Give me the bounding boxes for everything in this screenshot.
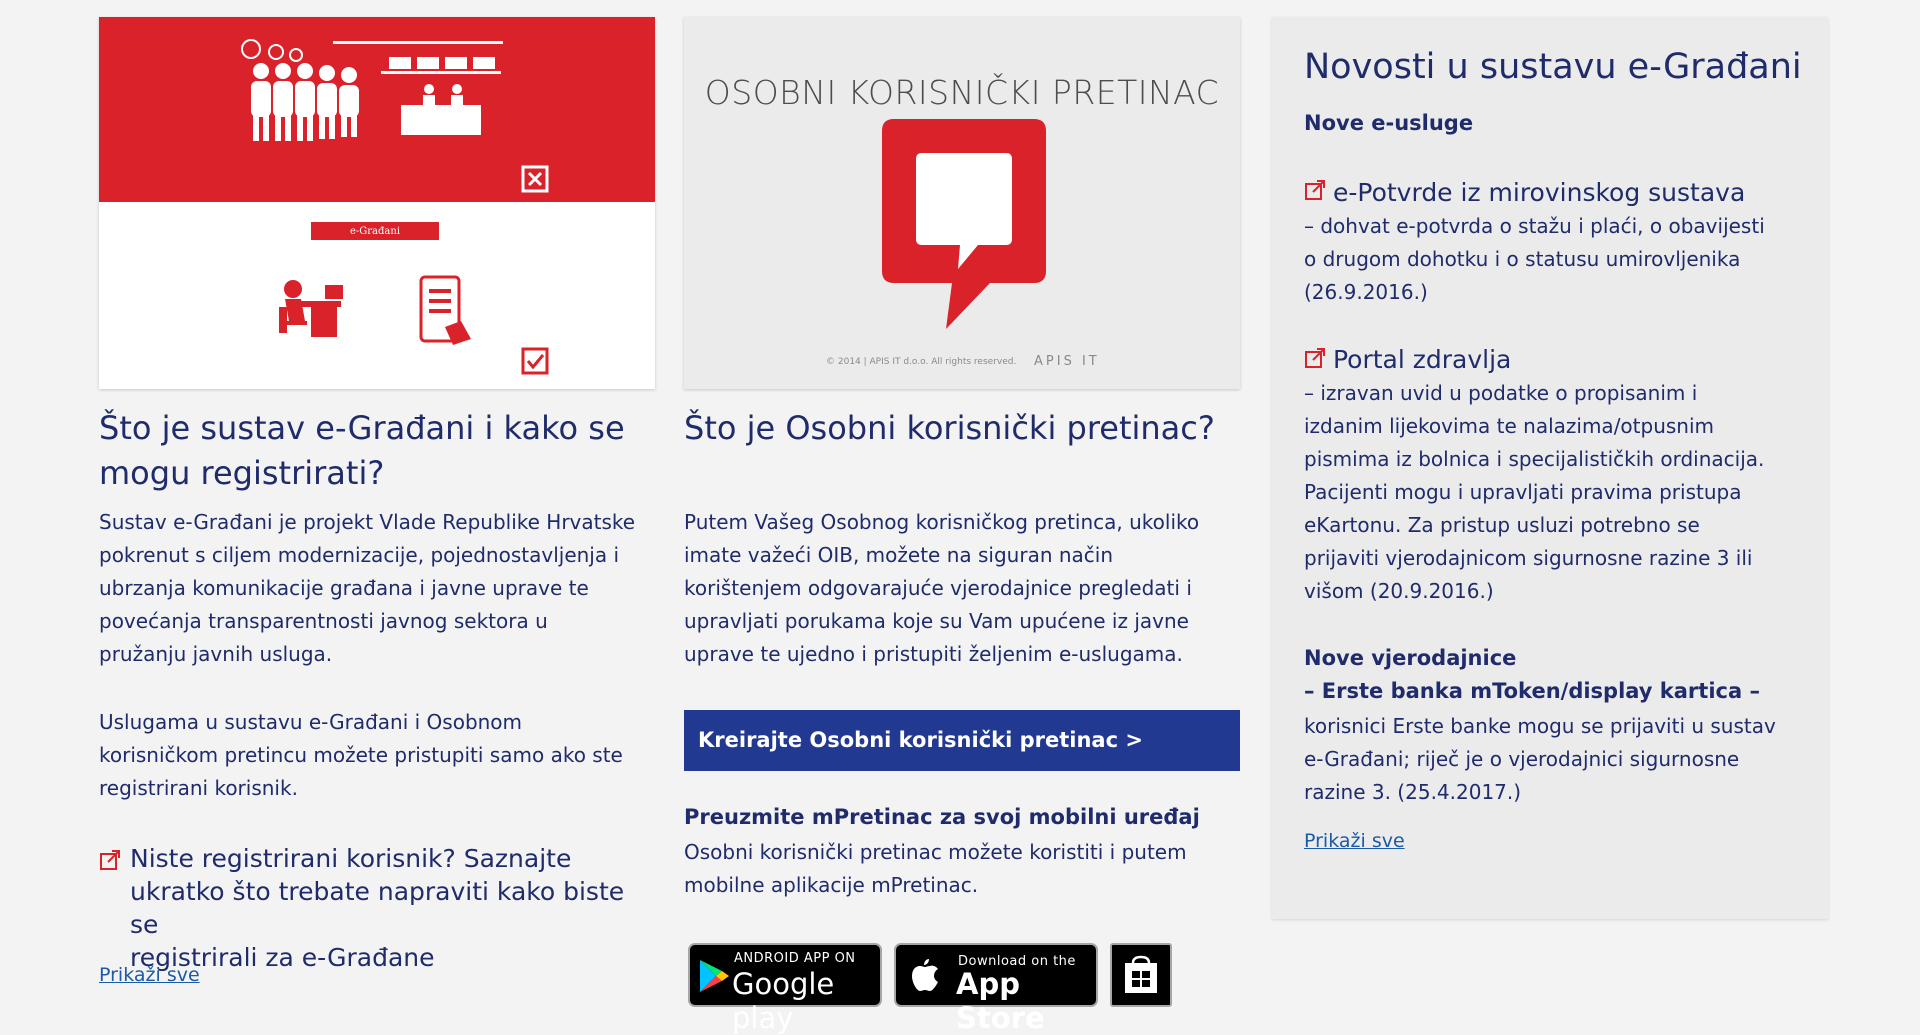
registration-access-note [99, 706, 623, 805]
para-line: pokrenut s ciljem modernizacije, pojednostavljenja i [99, 543, 620, 567]
copyright-text: © 2014 | APIS IT d.o.o. All rights reserved. [826, 357, 1017, 367]
news-panel [1272, 17, 1828, 919]
google-badge-small: ANDROID APP ON [734, 951, 856, 966]
link-line[interactable]: ukratko što trebate napraviti kako biste se [130, 877, 625, 939]
windows-store-badge[interactable] [1110, 943, 1172, 1007]
para-line: (26.9.2016.) [1304, 280, 1428, 304]
para-line: registrirani korisnik. [99, 776, 298, 800]
link-line[interactable]: Niste registrirani korisnik? Saznajte [130, 844, 572, 873]
para-line: – izravan uvid u podatke o propisanim i [1304, 381, 1698, 405]
apple-badge-big: App Store [956, 967, 1045, 1035]
para-line: – dohvat e-potvrda o stažu i plaći, o obavijesti [1304, 214, 1765, 238]
para-line: pismima iz bolnica i specijalističkih ordinacija. [1304, 447, 1765, 471]
external-link-icon [1304, 179, 1326, 201]
para-line: uprave te ujedno i pristupiti željenim e-uslugama. [684, 642, 1183, 666]
apple-icon [910, 957, 940, 993]
mailbox-title: Što je Osobni korisnički pretinac? [684, 409, 1215, 447]
para-line: upravljati porukama koje su Vam upućene iz javne [684, 609, 1189, 633]
registration-illustration[interactable] [99, 17, 655, 389]
mailbox-image-title: OSOBNI KORISNIČKI PRETINAC [704, 73, 1220, 112]
para-line: Putem Vašeg Osobnog korisničkog pretinca, ukoliko [684, 510, 1200, 534]
news-title: Novosti u sustavu e-Građani [1304, 47, 1802, 87]
show-all-link[interactable]: Prikaži sve [99, 964, 200, 986]
external-link-icon [99, 849, 121, 871]
registration-help-link[interactable] [130, 842, 655, 974]
para-line: korisnici Erste banke mogu se prijaviti u sustav [1304, 714, 1776, 738]
apis-logo: APIS IT [1034, 354, 1100, 369]
para-line: Uslugama u sustavu e-Građani i Osobnom [99, 710, 523, 734]
para-line: korisničkom pretincu možete pristupiti samo ako ste [99, 743, 623, 767]
link-line[interactable]: registrirali za e-Građane [130, 943, 435, 972]
registration-title [99, 406, 655, 496]
registration-title-text: Što je sustav e-Građani i kako se mogu registrirati? [99, 409, 625, 492]
para-line: imate važeći OIB, možete na siguran način [684, 543, 1114, 567]
apple-badge-small: Download on the [958, 954, 1076, 969]
e-potvrde-description [1304, 210, 1765, 309]
create-mailbox-button[interactable]: Kreirajte Osobni korisnički pretinac > [684, 710, 1240, 771]
para-line: mobilne aplikacije mPretinac. [684, 873, 979, 897]
speech-bubble-icon [882, 119, 1046, 331]
para-line: izdanim lijekovima te nalazima/otpusnim [1304, 414, 1715, 438]
para-line: Osobni korisnički pretinac možete koristiti i putem [684, 840, 1187, 864]
google-play-icon [698, 959, 730, 993]
windows-store-icon [1123, 955, 1159, 995]
portal-zdravlja-link[interactable]: Portal zdravlja [1333, 345, 1512, 374]
external-link-icon [1304, 347, 1326, 369]
erste-bank-description [1304, 710, 1776, 809]
google-play-badge[interactable] [688, 943, 882, 1035]
mailbox-illustration[interactable] [684, 17, 1240, 389]
para-line: višom (20.9.2016.) [1304, 579, 1494, 603]
portal-zdravlja-description [1304, 377, 1764, 608]
mailbox-description [684, 506, 1199, 671]
para-line: razine 3. (25.4.2017.) [1304, 780, 1522, 804]
para-line: o drugom dohotku i o statusu umirovljenika [1304, 247, 1741, 271]
para-line: e-Građani; riječ je o vjerodajnici sigurnosne [1304, 747, 1740, 771]
para-line: povećanja transparentnosti javnog sektora u [99, 609, 548, 633]
para-line: pružanju javnih usluga. [99, 642, 333, 666]
para-line: eKartonu. Za pristup usluzi potrebno se [1304, 513, 1700, 537]
google-badge-big: Google play [732, 967, 835, 1035]
mobile-app-heading: Preuzmite mPretinac za svoj mobilni uređaj [684, 805, 1200, 829]
e-potvrde-link[interactable]: e-Potvrde iz mirovinskog sustava [1333, 178, 1746, 207]
registration-description [99, 506, 635, 671]
para-line: korištenjem odgovarajuće vjerodajnice pregledati i [684, 576, 1192, 600]
erste-bank-heading: – Erste banka mToken/display kartica – [1304, 679, 1760, 703]
news-show-all-link[interactable]: Prikaži sve [1304, 830, 1405, 852]
mobile-app-description [684, 836, 1187, 902]
para-line: prijaviti vjerodajnicom sigurnosne razine 3 ili [1304, 546, 1753, 570]
app-store-badge[interactable] [894, 943, 1098, 1035]
illustration-banner-label: e-Građani [349, 226, 401, 237]
para-line: Sustav e-Građani je projekt Vlade Republike Hrvatske [99, 510, 636, 534]
new-credentials-heading: Nove vjerodajnice [1304, 646, 1517, 670]
para-line: ubrzanja komunikacije građana i javne uprave te [99, 576, 589, 600]
new-services-heading: Nove e-usluge [1304, 111, 1474, 135]
para-line: Pacijenti mogu i upravljati pravima pristupa [1304, 480, 1742, 504]
